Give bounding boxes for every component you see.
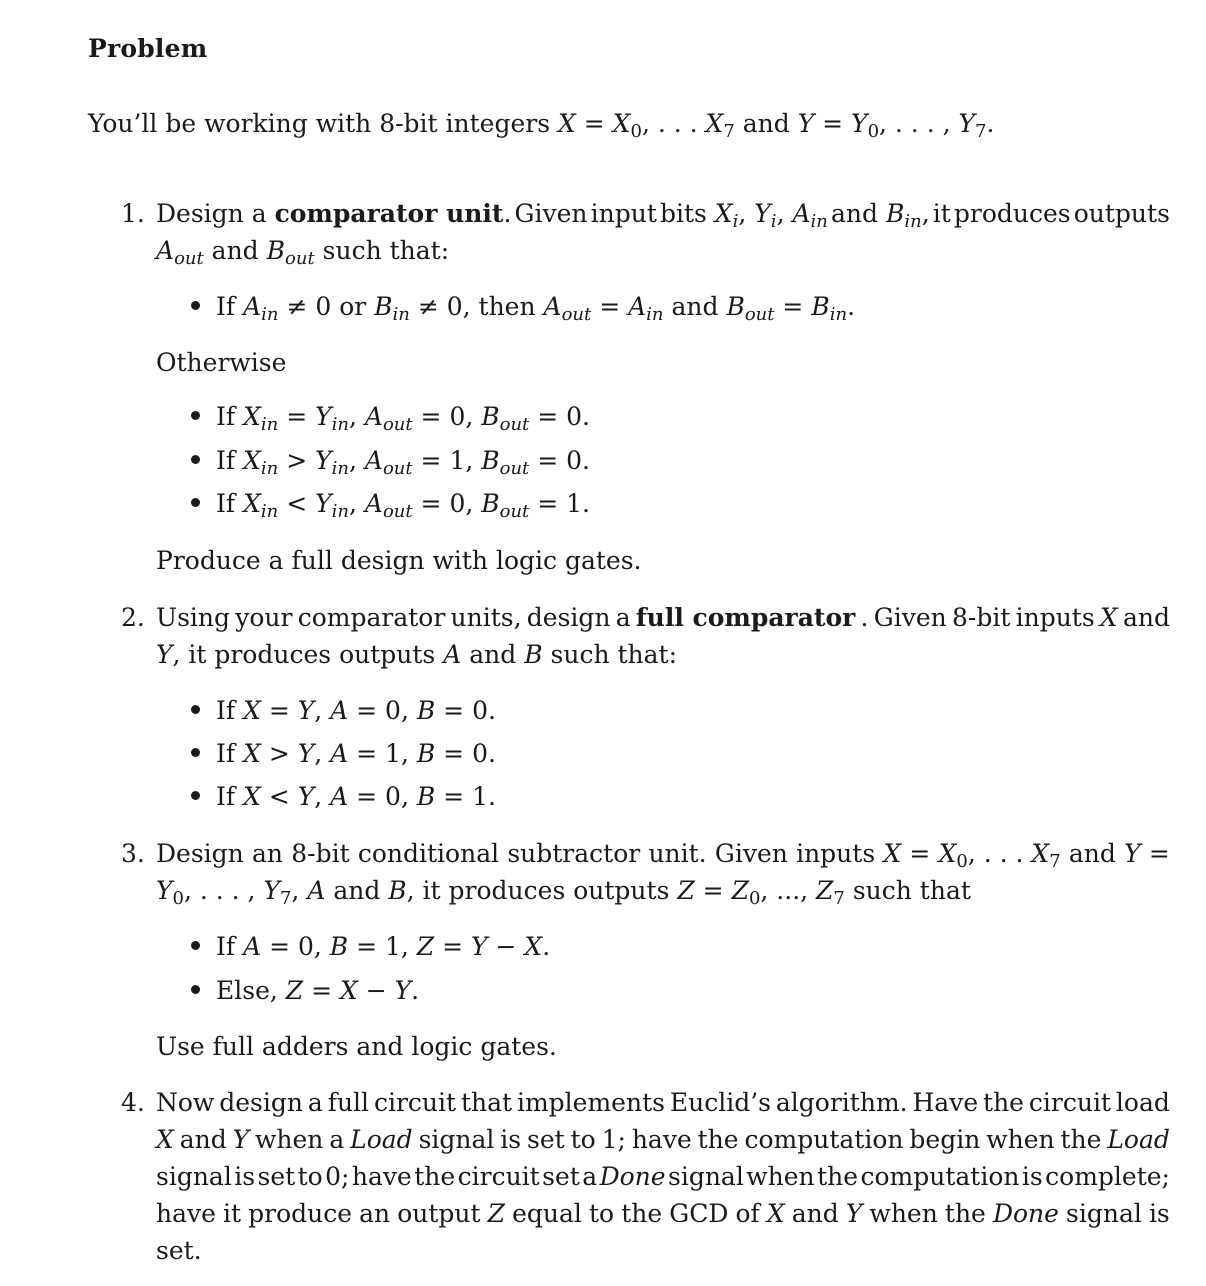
item-1-number: 1. (121, 199, 145, 228)
item-2-bullet-2: If X > Y, A = 1, B = 0. (216, 739, 496, 768)
bullet-dot (191, 301, 200, 310)
item-2-bullet-3: If X < Y, A = 0, B = 1. (216, 782, 496, 811)
bullet-dot (191, 498, 200, 507)
item-2-bullet-1: If X = Y, A = 0, B = 0. (216, 696, 496, 725)
bullet-dot (191, 791, 200, 800)
item-3-text-line-2: $Y_0$, . . . , $Y_7$, A and B, it produces outputs $Z = Z_0$, ..., $Z_7$ such that (156, 876, 971, 910)
bullet-dot (191, 705, 200, 714)
item-3-number: 3. (121, 839, 145, 868)
item-4-text-line-3: signal is set to 0; have the circuit set a Done signal when the computation is complete; (156, 1162, 1170, 1191)
item-4-text-line-2: X and Y when a Load signal is set to 1; have the computation begin when the Load (156, 1125, 1170, 1154)
bullet-dot (191, 748, 200, 757)
item-3-bullet-1: If A = 0, B = 1, Z = Y − X. (216, 932, 551, 961)
item-1-bullet-b1: If $X_{in} = Y_{in}$, $A_{out} = 0$, $B_{out} = 0$. (216, 402, 590, 436)
item-1-bullet-a: If $A_{in} \ne 0$ or $B_{in} \ne 0$, then $A_{out} = A_{in}$ and $B_{out} = B_{in}$. (216, 292, 856, 326)
intro-paragraph: You’ll be working with 8-bit integers $X = X_0$, . . . $X_7$ and $Y = Y_0$, . . . , $Y_7$. (88, 109, 995, 143)
item-1-text-line-2: $A_{out}$ and $B_{out}$ such that: (156, 236, 450, 270)
item-1-text-line-1: Design a comparator unit. Given input bits $X_i$, $Y_i$, $A_{in}$ and $B_{in}$, it produces outputs (156, 199, 1170, 233)
item-3-text-line-1: Design an 8-bit conditional subtractor unit. Given inputs X = $X_0$, . . . $X_7$ and Y = (156, 839, 1170, 873)
item-4-text-line-4: have it produce an output Z equal to the GCD of X and Y when the Done signal is (156, 1199, 1170, 1228)
section-heading: Problem (88, 34, 208, 63)
item-1-otherwise: Otherwise (156, 348, 287, 377)
item-1-bullet-b3: If $X_{in} < Y_{in}$, $A_{out} = 0$, $B_{out} = 1$. (216, 489, 590, 523)
item-4-text-line-1: Now design a full circuit that implements Euclid’s algorithm. Have the circuit load (156, 1088, 1170, 1117)
item-3-bullet-2: Else, Z = X − Y. (216, 976, 420, 1005)
item-1-bullet-b2: If $X_{in} > Y_{in}$, $A_{out} = 1$, $B_{out} = 0$. (216, 446, 590, 480)
item-3-closing: Use full adders and logic gates. (156, 1032, 557, 1061)
item-2-text-line-2: Y, it produces outputs A and B such that: (156, 640, 678, 669)
bullet-dot (191, 985, 200, 994)
bullet-dot (191, 411, 200, 420)
bullet-dot (191, 941, 200, 950)
item-1-closing: Produce a full design with logic gates. (156, 546, 642, 575)
item-2-number: 2. (121, 603, 145, 632)
item-2-text-line-1: Using your comparator units, design a full comparator . Given 8-bit inputs X and (156, 603, 1170, 632)
bullet-dot (191, 455, 200, 464)
item-4-number: 4. (121, 1088, 145, 1117)
item-4-text-line-5: set. (156, 1236, 202, 1265)
